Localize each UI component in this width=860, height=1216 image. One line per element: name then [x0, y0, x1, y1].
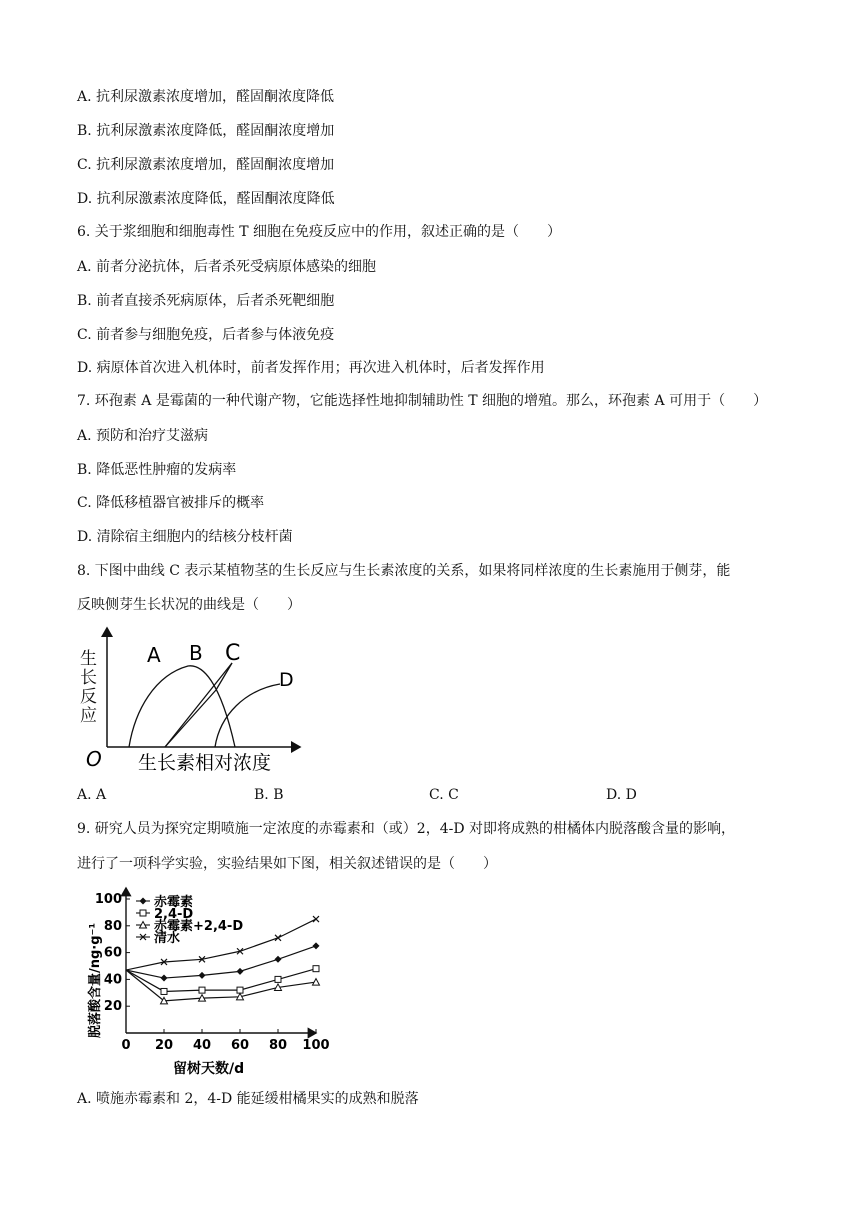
q6-option-a: A. 前者分泌抗体，后者杀死受病原体感染的细胞 — [77, 259, 377, 275]
q6-option-b: B. 前者直接杀死病原体，后者杀死靶细胞 — [77, 293, 335, 309]
abscisic-acid-chart — [70, 880, 330, 1080]
q6-option-d: D. 病原体首次进入机体时，前者发挥作用；再次进入机体时，后者发挥作用 — [77, 360, 545, 376]
q9-stem-line1: 9. 研究人员为探究定期喷施一定浓度的赤霉素和（或）2，4-D 对即将成熟的柑橘体内脱落酸含量的影响， — [77, 821, 736, 837]
q8-option-d: D. D — [606, 787, 637, 803]
q6-option-c: C. 前者参与细胞免疫，后者参与体液免疫 — [77, 327, 335, 343]
x-tick-label: 60 — [230, 1038, 250, 1053]
y-tick-label: 20 — [103, 999, 122, 1015]
curve-label-a: A — [147, 643, 161, 667]
y-tick-label: 80 — [103, 918, 122, 934]
q7-stem: 7. 环孢素 A 是霉菌的一种代谢产物，它能选择性地抑制辅助性 T 细胞的增殖。那么，环孢素 A 可用于（ ） — [77, 393, 768, 409]
y-axis-label: 生长反应 — [80, 649, 97, 726]
x-tick-label: 40 — [192, 1038, 212, 1053]
q8-option-a: A. A — [77, 787, 107, 803]
y-tick-label: 60 — [103, 945, 122, 961]
growth-response-figure — [70, 620, 310, 780]
q8-option-b: B. B — [254, 787, 284, 803]
q8-option-c: C. C — [429, 787, 459, 803]
q5-option-c: C. 抗利尿激素浓度增加，醛固酮浓度增加 — [77, 157, 335, 173]
q6-stem: 6. 关于浆细胞和细胞毒性 T 细胞在免疫反应中的作用，叙述正确的是（ ） — [77, 224, 562, 240]
curve-label-c: C — [225, 641, 241, 666]
diamond-point — [275, 956, 282, 963]
legend-label: 赤霉素+2,4-D — [154, 919, 244, 934]
x-tick-label: 100 — [302, 1038, 330, 1053]
q7-option-b: B. 降低恶性肿瘤的发病率 — [77, 462, 237, 478]
y-tick-label: 40 — [103, 972, 122, 988]
square-point — [199, 987, 205, 993]
square-point — [237, 987, 243, 993]
diamond-point — [161, 975, 168, 982]
q5-option-d: D. 抗利尿激素浓度降低，醛固酮浓度降低 — [77, 191, 335, 207]
square-point — [313, 966, 319, 972]
q5-option-b: B. 抗利尿激素浓度降低，醛固酮浓度增加 — [77, 123, 335, 139]
chart-ylabel: 脱落酸含量/ng·g⁻¹ — [88, 922, 103, 1038]
x-tick-label: 20 — [154, 1038, 174, 1053]
q8-stem-line2: 反映侧芽生长状况的曲线是（ ） — [77, 597, 301, 613]
diamond-point — [313, 942, 320, 949]
chart-xlabel: 留树天数/d — [173, 1061, 245, 1077]
curve-d — [215, 684, 280, 747]
q9-option-a: A. 喷施赤霉素和 2，4-D 能延缓柑橘果实的成熟和脱落 — [77, 1091, 419, 1107]
curve-label-b: B — [189, 641, 203, 665]
curve-label-d: D — [279, 669, 294, 691]
series-line — [126, 969, 316, 992]
square-point — [140, 910, 146, 916]
curve-c-line — [165, 663, 232, 747]
square-point — [275, 976, 281, 982]
x-tick-label: 80 — [268, 1038, 288, 1053]
x-tick-label: 0 — [121, 1038, 131, 1053]
origin-label: O — [86, 747, 102, 771]
q8-options-row — [77, 787, 777, 805]
curve-a — [129, 666, 235, 747]
x-point — [275, 935, 281, 941]
diamond-point — [199, 972, 206, 979]
q7-option-d: D. 清除宿主细胞内的结核分枝杆菌 — [77, 529, 293, 545]
legend-label: 赤霉素 — [154, 895, 194, 910]
q5-option-a: A. 抗利尿激素浓度增加，醛固酮浓度降低 — [77, 89, 335, 105]
diamond-point — [237, 968, 244, 975]
x-axis-label: 生长素相对浓度 — [138, 752, 272, 774]
legend-label: 清水 — [154, 931, 181, 946]
x-point — [313, 916, 319, 922]
legend-label: 2,4-D — [154, 907, 194, 922]
q7-option-c: C. 降低移植器官被排斥的概率 — [77, 495, 265, 511]
series-line — [126, 946, 316, 978]
y-tick-label: 100 — [94, 892, 122, 907]
q7-option-a: A. 预防和治疗艾滋病 — [77, 428, 209, 444]
square-point — [161, 988, 167, 994]
q9-stem-line2: 进行了一项科学实验，实验结果如下图，相关叙述错误的是（ ） — [77, 856, 497, 872]
diamond-point — [140, 898, 147, 905]
q8-stem-line1: 8. 下图中曲线 C 表示某植物茎的生长反应与生长素浓度的关系，如果将同样浓度的生长素施用于侧芽，能 — [77, 563, 731, 579]
